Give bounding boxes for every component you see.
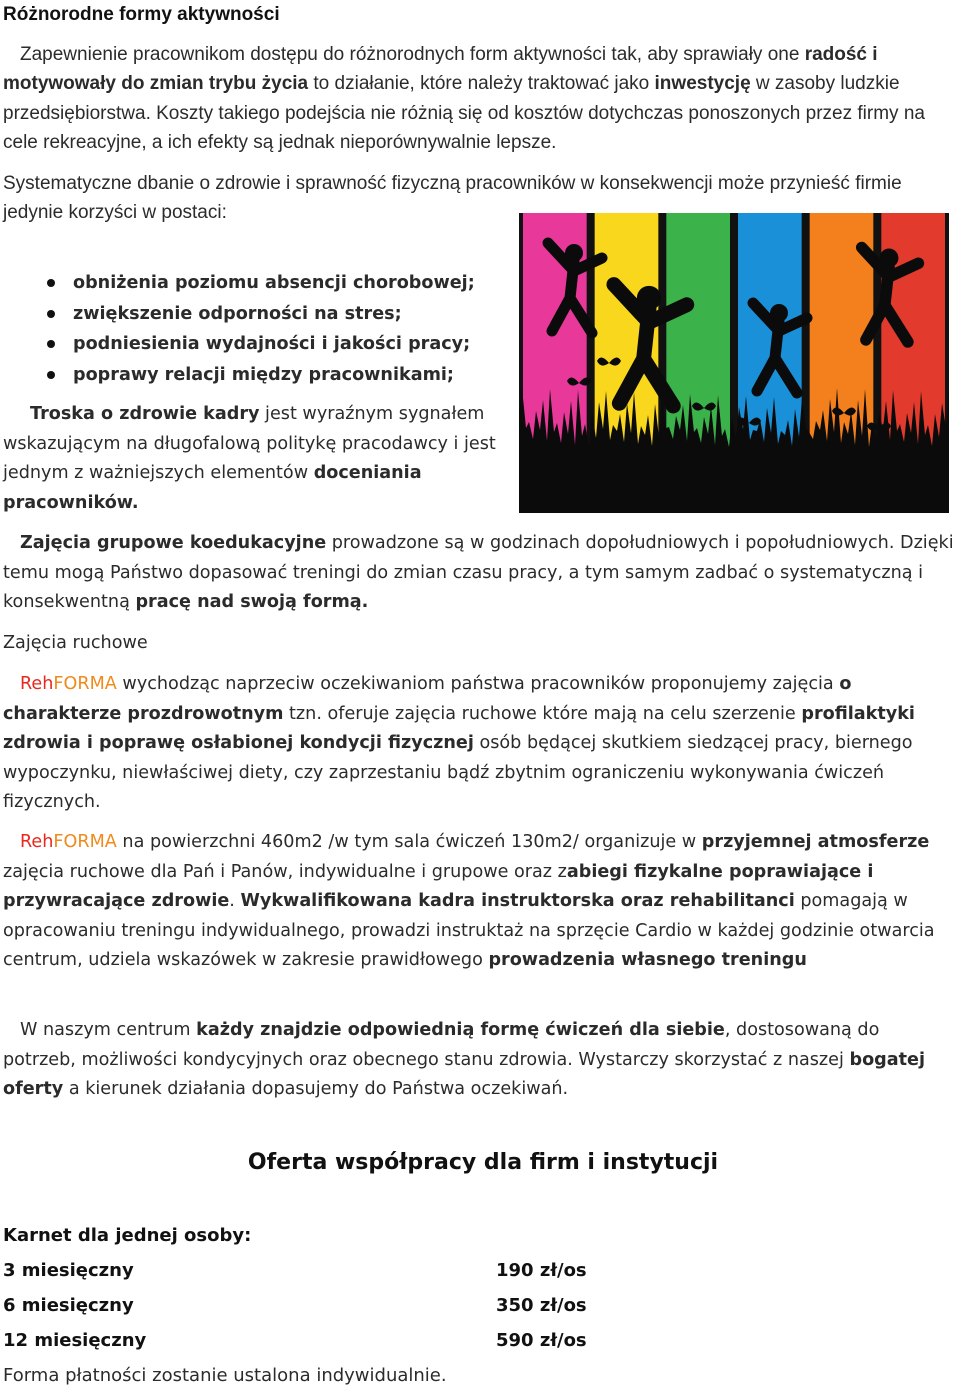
brand-reh: Reh xyxy=(20,832,54,852)
zajecia-paragraph: Zajęcia grupowe koedukacyjne prowadzone są w godzinach dopołudniowych i popołudniowych. Dzięki temu mogą Państwo dopasować treningi do zmian czasu pracy, a tym samym zadbać o systematyczną i konsekwentną pracę nad swoją formą. xyxy=(3,533,954,612)
list-item: obniżenia poziomu absencji chorobowej; xyxy=(3,268,475,299)
price-row: 12 miesięczny 590 zł/os xyxy=(3,1330,587,1351)
intro-paragraph: Zapewnienie pracownikom dostępu do różnorodnych form aktywności tak, aby sprawiały one radość i motywowały do zmian trybu życia to działanie, które należy traktować jako inwestycję w zasoby ludzkie przedsiębiorstwa. Koszty takiego podejścia nie różnią się od kosztów dotychczas ponoszonych przez firmy na cele rekreacyjne, a ich efekty są jednak nieporównywalnie lepsze. xyxy=(3,44,925,154)
brand-forma: FORMA xyxy=(53,832,117,852)
list-item: zwiększenie odporności na stres; xyxy=(3,299,475,330)
systematic-paragraph: Systematyczne dbanie o zdrowie i sprawność fizyczną pracowników w konsekwencji może przynieść firmie jedynie korzyści w postaci: xyxy=(3,173,902,224)
list-item: poprawy relacji między pracownikami; xyxy=(3,360,475,391)
rehforma-paragraph-2: RehFORMA na powierzchni 460m2 /w tym sala ćwiczeń 130m2/ organizuje w przyjemnej atmosferze zajęcia ruchowe dla Pań i Panów, indywidualne i grupowe oraz zabiegi fizykalne poprawiające i przywracające zdrowie. Wykwalifikowana kadra instruktorska oraz rehabilitanci pomagają w opracowaniu treningu indywidualnego, prowadzi instruktaż na sprzęcie Cardio w każdej godzinie otwarcia centrum, udziela wskazówek w zakresie prawidłowego prowadzenia własnego treningu xyxy=(3,832,935,970)
section-title-aktywnosci: Różnorodne formy aktywności xyxy=(3,4,280,25)
price-row: 6 miesięczny 350 zł/os xyxy=(3,1295,587,1316)
payment-note: Forma płatności zostanie ustalona indywidualnie. xyxy=(3,1365,447,1386)
silhouettes-photo xyxy=(519,213,949,513)
ruchowe-title: Zajęcia ruchowe xyxy=(3,633,148,653)
benefits-list xyxy=(3,268,475,390)
centrum-paragraph: W naszym centrum każdy znajdzie odpowiednią formę ćwiczeń dla siebie, dostosowaną do potrzeb, możliwości kondycyjnych oraz obecnego stanu zdrowia. Wystarczy skorzystać z naszej bogatej oferty a kierunek działania dopasujemy do Państwa oczekiwań. xyxy=(3,1020,925,1099)
list-item: podniesienia wydajności i jakości pracy; xyxy=(3,329,475,360)
offer-heading: Oferta współpracy dla firm i instytucji xyxy=(247,1150,719,1175)
brand-forma: FORMA xyxy=(53,674,117,694)
karnet-title: Karnet dla jednej osoby: xyxy=(3,1225,252,1246)
brand-reh: Reh xyxy=(20,674,54,694)
price-row: 3 miesięczny 190 zł/os xyxy=(3,1260,587,1281)
rehforma-paragraph-1: RehFORMA wychodząc naprzeciw oczekiwaniom państwa pracowników proponujemy zajęcia o charakterze prozdrowotnym tzn. oferuje zajęcia ruchowe które mają na celu szerzenie profilaktyki zdrowia i poprawę osłabionej kondycji fizycznej osób będącej skutkiem siedzącej pracy, biernego wypoczynku, niewłaściwej diety, czy zaprzestaniu bądź zbytnim ograniczeniu wykonywania ćwiczeń fizycznych. xyxy=(3,674,915,812)
troska-paragraph: Troska o zdrowie kadry jest wyraźnym sygnałem wskazującym na długofalową politykę pracodawcy i jest jednym z ważniejszych elementów doceniania pracowników. xyxy=(3,404,496,513)
